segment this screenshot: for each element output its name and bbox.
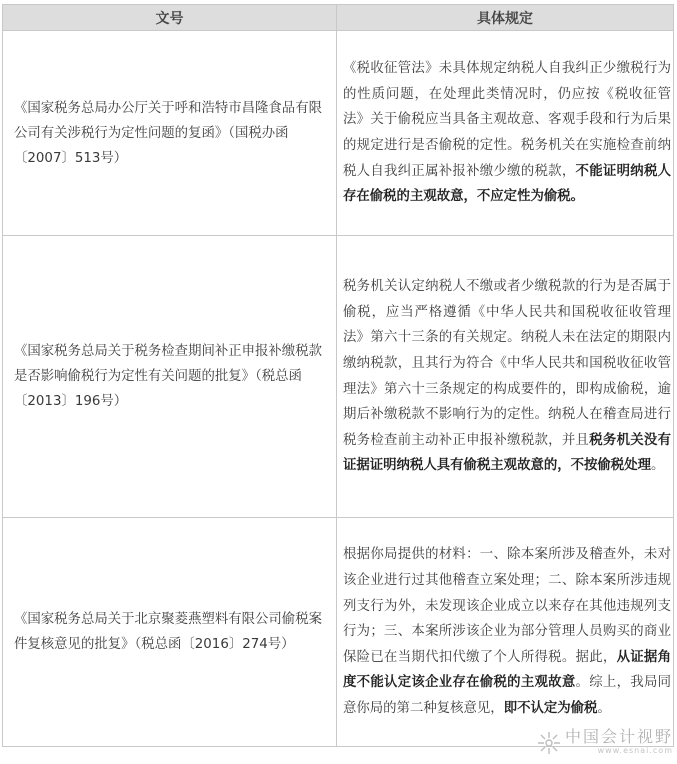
header-row bbox=[3, 5, 674, 31]
rule-emphasis-final: 即不认定为偷税 bbox=[503, 700, 598, 716]
table-row bbox=[3, 518, 674, 747]
rule-text: 税务机关认定纳税人不缴或者少缴税款的行为是否属于偷税，应当严格遵循《中华人民共和国税收征收管理法》第六十三条的有关规定。纳税人未在法定的期限内缴纳税款，且其行为符合《中华人民共和国税收征收管理法》第六十三条规定的构成要件的，即构成偷税，逾期后补缴税款不影响行为的定性。纳税人在稽查局进行税务检查前主动补正申报补缴税款，并且 bbox=[343, 279, 671, 448]
rule-cell bbox=[337, 518, 674, 747]
rule-tail: 。 bbox=[650, 458, 665, 474]
rule-text-mid: 。综上，我局同意你局的第二种复核意见， bbox=[343, 675, 672, 716]
rule-cell bbox=[337, 236, 674, 518]
watermark bbox=[536, 729, 673, 756]
policy-table bbox=[2, 4, 674, 747]
header-doc-number: 文号 bbox=[3, 5, 337, 31]
table-row bbox=[3, 31, 674, 236]
header-specific-rules: 具体规定 bbox=[337, 5, 674, 31]
watermark-logo-icon bbox=[536, 730, 562, 756]
rule-tail: 。 bbox=[597, 700, 611, 716]
rule-emphasis: 不能证明纳税人存在偷税的主观故意，不应定性为偷税。 bbox=[343, 163, 672, 205]
table-row bbox=[3, 236, 674, 518]
watermark-title: 中国会计视野 bbox=[564, 727, 673, 746]
watermark-url: www.esnai.com bbox=[597, 746, 673, 755]
rule-text: 《税收征管法》未具体规定纳税人自我纠正少缴税行为的性质问题，在处理此类情况时，仍应按《税收征管法》关于偷税应当具备主观故意、客观手段和行为后果的规定进行是否偷税的定性。税务机关在实施检查前纳税人自我纠正属补报补缴少缴的税款， bbox=[343, 61, 671, 179]
rule-emphasis: 税务机关没有证据证明纳税人具有偷税主观故意的，不按偷税处理 bbox=[343, 432, 672, 474]
doc-cell: 《国家税务总局关于北京聚菱燕塑料有限公司偷税案件复核意见的批复》（税总函〔2016〕274号） bbox=[3, 518, 337, 747]
doc-cell: 《国家税务总局关于税务检查期间补正申报补缴税款是否影响偷税行为定性有关问题的批复》（税总函〔2013〕196号） bbox=[3, 236, 337, 518]
rule-text: 根据你局提供的材料：一、除本案所涉及稽查外，未对该企业进行过其他稽查立案处理；二、除本案所涉违规列支行为外，未发现该企业成立以来存在其他违规列支行为；三、本案所涉该企业为部分管理人员购买的商业保险已在当期代扣代缴了个人所得税。据此， bbox=[343, 547, 671, 665]
doc-cell: 《国家税务总局办公厅关于呼和浩特市昌隆食品有限公司有关涉税行为定性问题的复函》（国税办函〔2007〕513号） bbox=[3, 31, 337, 236]
rule-cell bbox=[337, 31, 674, 236]
rule-emphasis: 从证据角度不能认定该企业存在偷税的主观故意 bbox=[343, 649, 672, 691]
